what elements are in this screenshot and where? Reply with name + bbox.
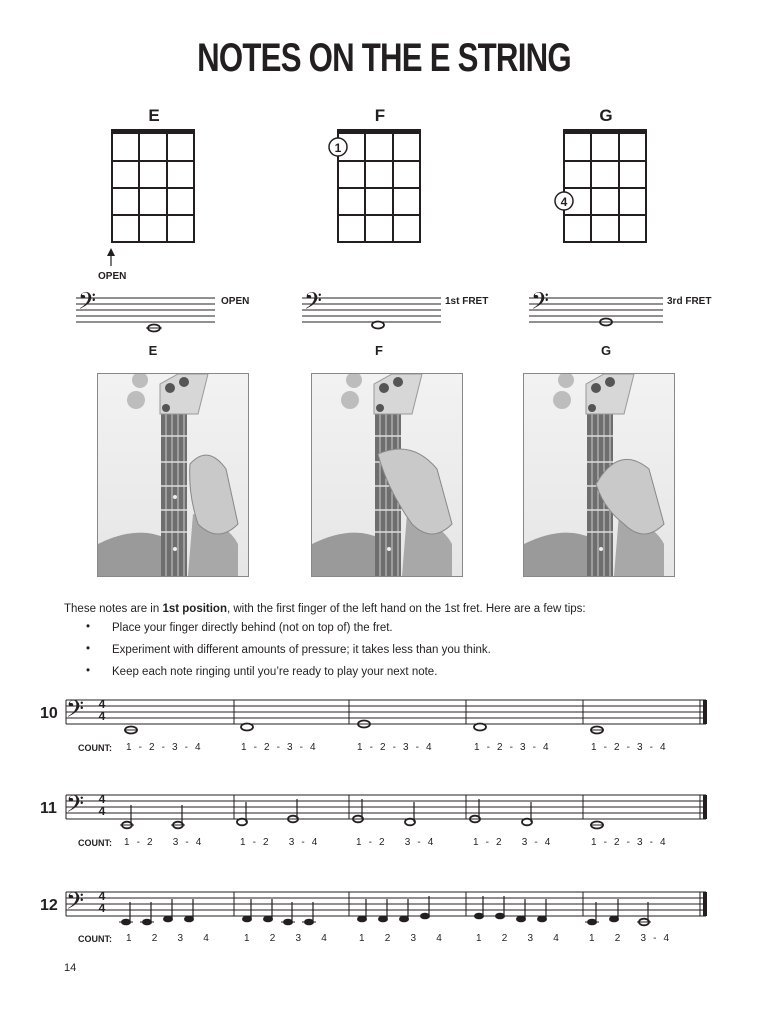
count-text: 1 - 2 3 - 4 — [473, 837, 551, 848]
time-sig-bottom: 4 — [98, 709, 106, 723]
list-item — [86, 622, 491, 644]
bass-clef-icon: 𝄢 — [66, 695, 85, 728]
exercise-10-staff — [0, 690, 768, 740]
staff-1st-fret-f — [302, 298, 441, 322]
chord-name-g: G — [599, 106, 613, 125]
time-signature — [97, 698, 107, 722]
count-text: 1 - 2 - 3 - 4 — [126, 742, 202, 753]
staff-label-3rd-fret: 3rd FRET — [667, 296, 712, 307]
intro-paragraph — [64, 603, 586, 615]
count-text: 1 - 2 3 - 4 — [124, 837, 202, 848]
count-text: 1 - 2 - 3 - 4 — [474, 742, 550, 753]
count-text: 1 - 2 - 3 - 4 — [357, 742, 433, 753]
tip-text: Place your finger directly behind (not on top of) the fret. — [112, 622, 393, 634]
fretboard-diagram-e — [107, 129, 195, 266]
finger-1-label: 1 — [334, 141, 342, 155]
count-text: 1 2 3 - 4 — [589, 933, 670, 944]
whole-note-f — [372, 322, 384, 329]
note-name-g: G — [600, 343, 612, 358]
staff-label-1st-fret: 1st FRET — [445, 296, 489, 307]
time-signature — [97, 890, 107, 914]
count-text: 1 2 3 4 — [359, 933, 443, 944]
exercise-11-staff — [0, 785, 768, 835]
bass-clef-icon: 𝄢 — [66, 790, 85, 823]
exercise-number: 10 — [40, 705, 58, 722]
staff-3rd-fret-g — [529, 298, 663, 322]
count-text: 1 2 3 4 — [476, 933, 560, 944]
chord-name-e: E — [148, 106, 160, 125]
bass-clef-icon: 𝄢 — [66, 887, 85, 920]
fretboard-diagrams — [0, 0, 768, 300]
count-label: COUNT: — [78, 838, 112, 848]
bass-clef-icon: 𝄢 — [304, 287, 323, 320]
exercise-12-staff — [0, 882, 768, 932]
count-text: 1 - 2 - 3 - 4 — [591, 837, 667, 848]
time-sig-top: 4 — [98, 889, 106, 903]
exercise-number: 12 — [40, 897, 58, 914]
list-item — [86, 666, 491, 688]
staff-open-e — [76, 298, 215, 328]
intro-text-pre: These notes are in — [64, 603, 163, 615]
arrow-up-icon — [107, 248, 115, 266]
bass-clef-icon: 𝄢 — [531, 287, 550, 320]
tip-text: Experiment with different amounts of pressure; it takes less than you think. — [112, 644, 491, 656]
note-name-e: E — [148, 343, 158, 358]
intro-text-post: , with the first finger of the left hand on the 1st fret. Here are a few tips: — [226, 603, 586, 615]
photo-e-hand-position — [97, 373, 249, 577]
time-sig-top: 4 — [98, 697, 106, 711]
bass-clef-icon: 𝄢 — [78, 287, 97, 320]
chord-name-f: F — [374, 106, 386, 125]
open-marker-label: OPEN — [98, 271, 127, 282]
bullet-icon: • — [86, 621, 91, 633]
count-label: COUNT: — [78, 743, 112, 753]
fretboard-diagram-f — [329, 129, 421, 243]
count-text: 1 2 3 4 — [126, 933, 210, 944]
photo-g-hand-position — [523, 373, 675, 577]
list-item — [86, 644, 491, 666]
time-sig-bottom: 4 — [98, 901, 106, 915]
photo-f-hand-position — [311, 373, 463, 577]
staff-label-open: OPEN — [221, 296, 250, 307]
time-signature — [97, 793, 107, 817]
note-staves — [0, 287, 768, 340]
finger-4-label: 4 — [560, 195, 568, 209]
note-name-f: F — [375, 343, 383, 358]
count-text: 1 - 2 3 - 4 — [240, 837, 318, 848]
whole-note — [474, 724, 486, 731]
count-label: COUNT: — [78, 934, 112, 944]
exercise-number: 11 — [40, 800, 57, 817]
count-text: 1 - 2 - 3 - 4 — [591, 742, 667, 753]
time-sig-bottom: 4 — [98, 804, 106, 818]
bullet-icon: • — [86, 643, 91, 655]
tip-text: Keep each note ringing until you’re ready to play your next note. — [112, 666, 438, 678]
fretboard-diagram-g — [555, 129, 647, 243]
count-text: 1 2 3 4 — [244, 933, 328, 944]
time-sig-top: 4 — [98, 792, 106, 806]
count-text: 1 - 2 3 - 4 — [356, 837, 434, 848]
tips-list — [86, 622, 491, 688]
whole-note — [241, 724, 253, 731]
page-number: 14 — [64, 962, 77, 974]
page-title: NOTES ON THE E STRING — [197, 36, 571, 80]
intro-text-bold: 1st position — [162, 603, 227, 615]
bullet-icon: • — [86, 665, 91, 677]
count-text: 1 - 2 - 3 - 4 — [241, 742, 317, 753]
